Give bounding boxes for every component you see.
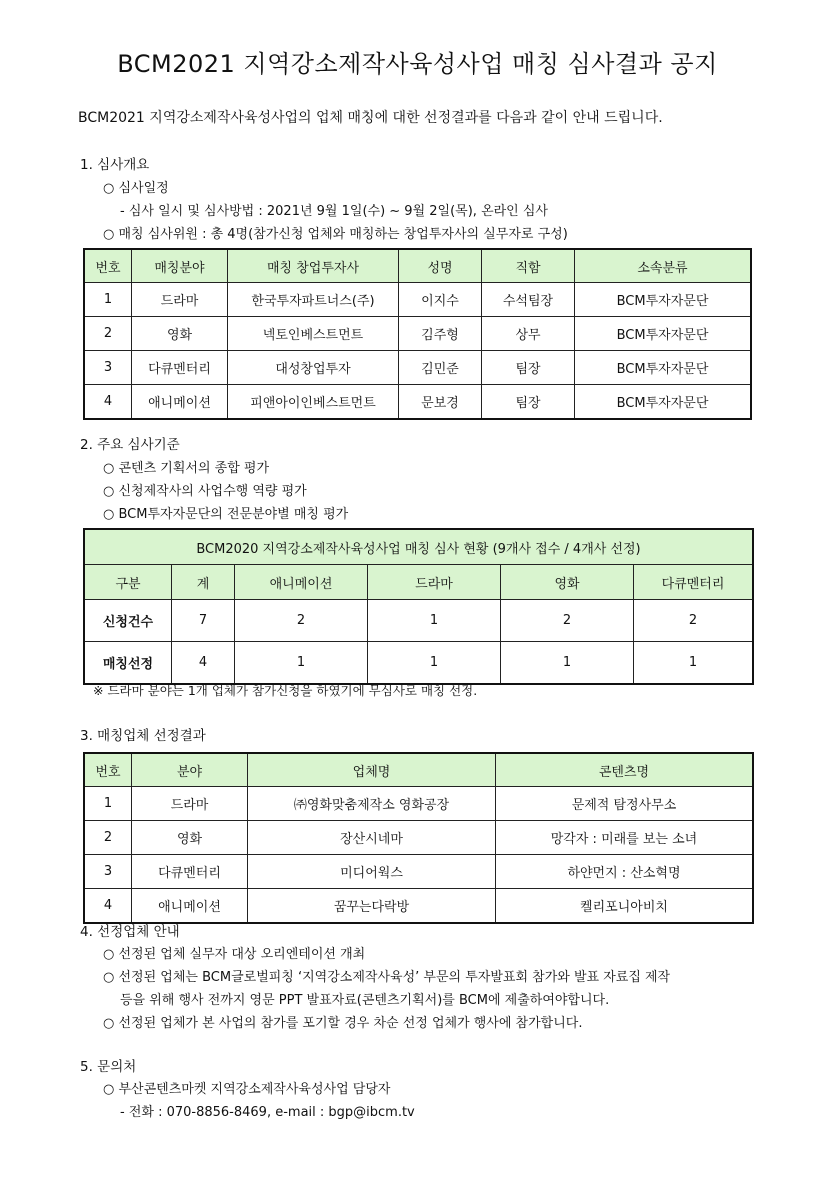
cell: 문보경 [399, 385, 482, 420]
cell: 김주형 [399, 317, 482, 351]
table-row [84, 821, 753, 855]
table-row [84, 787, 753, 821]
cell: 영화 [132, 317, 228, 351]
col-header: 애니메이션 [235, 565, 368, 600]
section1-heading: 1. 심사개요 [80, 157, 150, 173]
row-label: 신청건수 [84, 600, 172, 642]
cell: 피앤아이인베스트먼트 [228, 385, 399, 420]
col-header: 매칭 창업투자사 [228, 249, 399, 283]
col-header: 업체명 [248, 753, 496, 787]
section1-schedule-detail: - 심사 일시 및 심사방법 : 2021년 9월 1일(수) ~ 9월 2일(목), 온라인 심사 [120, 204, 548, 219]
cell: 김민준 [399, 351, 482, 385]
cell: 켈리포니아비치 [496, 889, 754, 924]
table-header-row [84, 753, 753, 787]
cell: 4 [84, 385, 132, 420]
cell: 3 [84, 855, 132, 889]
cell: 2 [84, 317, 132, 351]
col-header: 드라마 [368, 565, 501, 600]
col-header: 매칭분야 [132, 249, 228, 283]
section3-heading: 3. 매칭업체 선정결과 [80, 728, 206, 744]
cell: 3 [84, 351, 132, 385]
table-row [84, 855, 753, 889]
cell: 이지수 [399, 283, 482, 317]
col-header: 번호 [84, 249, 132, 283]
section4-bullet-continued: 등을 위해 행사 전까지 영문 PPT 발표자료(콘텐츠기획서)를 BCM에 제출하여야합니다. [120, 993, 610, 1008]
cell: 4 [172, 642, 235, 685]
cell: 팀장 [482, 351, 575, 385]
table-row [84, 889, 753, 924]
table-header-row [84, 565, 753, 600]
cell: BCM투자자문단 [575, 317, 752, 351]
page-title: BCM2021 지역강소제작사육성사업 매칭 심사결과 공지 [117, 50, 718, 78]
section2-bullet: ○ BCM투자자문단의 전문분야별 매칭 평가 [103, 507, 349, 522]
table-row [84, 317, 751, 351]
cell: 미디어웍스 [248, 855, 496, 889]
intro-text: BCM2021 지역강소제작사육성사업의 업체 매칭에 대한 선정결과를 다음과 같이 안내 드립니다. [78, 110, 663, 126]
table-row [84, 642, 753, 685]
cell: 장산시네마 [248, 821, 496, 855]
cell: 애니메이션 [132, 889, 248, 924]
cell: 1 [368, 600, 501, 642]
section4-bullet: ○ 선정된 업체 실무자 대상 오리엔테이션 개최 [103, 947, 366, 962]
judges-table [83, 248, 752, 420]
table-row [84, 351, 751, 385]
cell: BCM투자자문단 [575, 351, 752, 385]
cell: 4 [84, 889, 132, 924]
table-row [84, 600, 753, 642]
selection-results-table [83, 752, 754, 924]
section4-heading: 4. 선정업체 안내 [80, 924, 180, 940]
cell: 7 [172, 600, 235, 642]
cell: 다큐멘터리 [132, 855, 248, 889]
cell: 애니메이션 [132, 385, 228, 420]
cell: 넥토인베스트먼트 [228, 317, 399, 351]
cell: 한국투자파트너스(주) [228, 283, 399, 317]
cell: 드라마 [132, 283, 228, 317]
application-status-table [83, 528, 754, 685]
col-header: 분야 [132, 753, 248, 787]
col-header: 소속분류 [575, 249, 752, 283]
cell: 드라마 [132, 787, 248, 821]
cell: 2 [84, 821, 132, 855]
cell: 하얀먼지 : 산소혁명 [496, 855, 754, 889]
cell: 상무 [482, 317, 575, 351]
table-row [84, 283, 751, 317]
table-caption-row [84, 529, 753, 565]
col-header: 영화 [501, 565, 634, 600]
cell: 망각자 : 미래를 보는 소녀 [496, 821, 754, 855]
row-label: 매칭선정 [84, 642, 172, 685]
contact-info: - 전화 : 070-8856-8469, e-mail : bgp@ibcm.tv [120, 1105, 415, 1120]
section2-heading: 2. 주요 심사기준 [80, 437, 180, 453]
cell: 2 [634, 600, 754, 642]
col-header: 성명 [399, 249, 482, 283]
col-header: 계 [172, 565, 235, 600]
section5-bullet: ○ 부산콘텐츠마켓 지역강소제작사육성사업 담당자 [103, 1082, 391, 1097]
section5-heading: 5. 문의처 [80, 1059, 137, 1075]
cell: 1 [368, 642, 501, 685]
cell: BCM투자자문단 [575, 283, 752, 317]
col-header: 번호 [84, 753, 132, 787]
section4-bullet: ○ 선정된 업체가 본 사업의 참가를 포기할 경우 차순 선정 업체가 행사에 참가합니다. [103, 1016, 583, 1031]
section2-bullet: ○ 신청제작사의 사업수행 역량 평가 [103, 484, 307, 499]
section1-bullet-judges: ○ 매칭 심사위원 : 총 4명(참가신청 업체와 매칭하는 창업투자사의 실무자로 구성) [103, 227, 568, 242]
cell: 팀장 [482, 385, 575, 420]
cell: 수석팀장 [482, 283, 575, 317]
col-header: 구분 [84, 565, 172, 600]
cell: 1 [235, 642, 368, 685]
col-header: 다큐멘터리 [634, 565, 754, 600]
section2-bullet: ○ 콘텐츠 기획서의 종합 평가 [103, 461, 270, 476]
cell: 1 [84, 787, 132, 821]
col-header: 직함 [482, 249, 575, 283]
section2-note: ※ 드라마 분야는 1개 업체가 참가신청을 하였기에 무심사로 매칭 선정. [93, 683, 478, 698]
cell: 2 [235, 600, 368, 642]
cell: BCM투자자문단 [575, 385, 752, 420]
cell: 영화 [132, 821, 248, 855]
section4-bullet: ○ 선정된 업체는 BCM글로벌피칭 ‘지역강소제작사육성’ 부문의 투자발표회 참가와 발표 자료집 제작 [103, 970, 671, 985]
col-header: 콘텐츠명 [496, 753, 754, 787]
cell: 꿈꾸는다락방 [248, 889, 496, 924]
table-row [84, 385, 751, 420]
cell: ㈜영화맞춤제작소 영화공장 [248, 787, 496, 821]
section1-bullet-schedule: ○ 심사일정 [103, 181, 169, 196]
cell: 1 [501, 642, 634, 685]
cell: 1 [634, 642, 754, 685]
cell: 문제적 탐정사무소 [496, 787, 754, 821]
cell: 1 [84, 283, 132, 317]
cell: 2 [501, 600, 634, 642]
cell: 다큐멘터리 [132, 351, 228, 385]
table-header-row [84, 249, 751, 283]
cell: 대성창업투자 [228, 351, 399, 385]
table-caption: BCM2020 지역강소제작사육성사업 매칭 심사 현황 (9개사 접수 / 4개사 선정) [84, 529, 753, 565]
